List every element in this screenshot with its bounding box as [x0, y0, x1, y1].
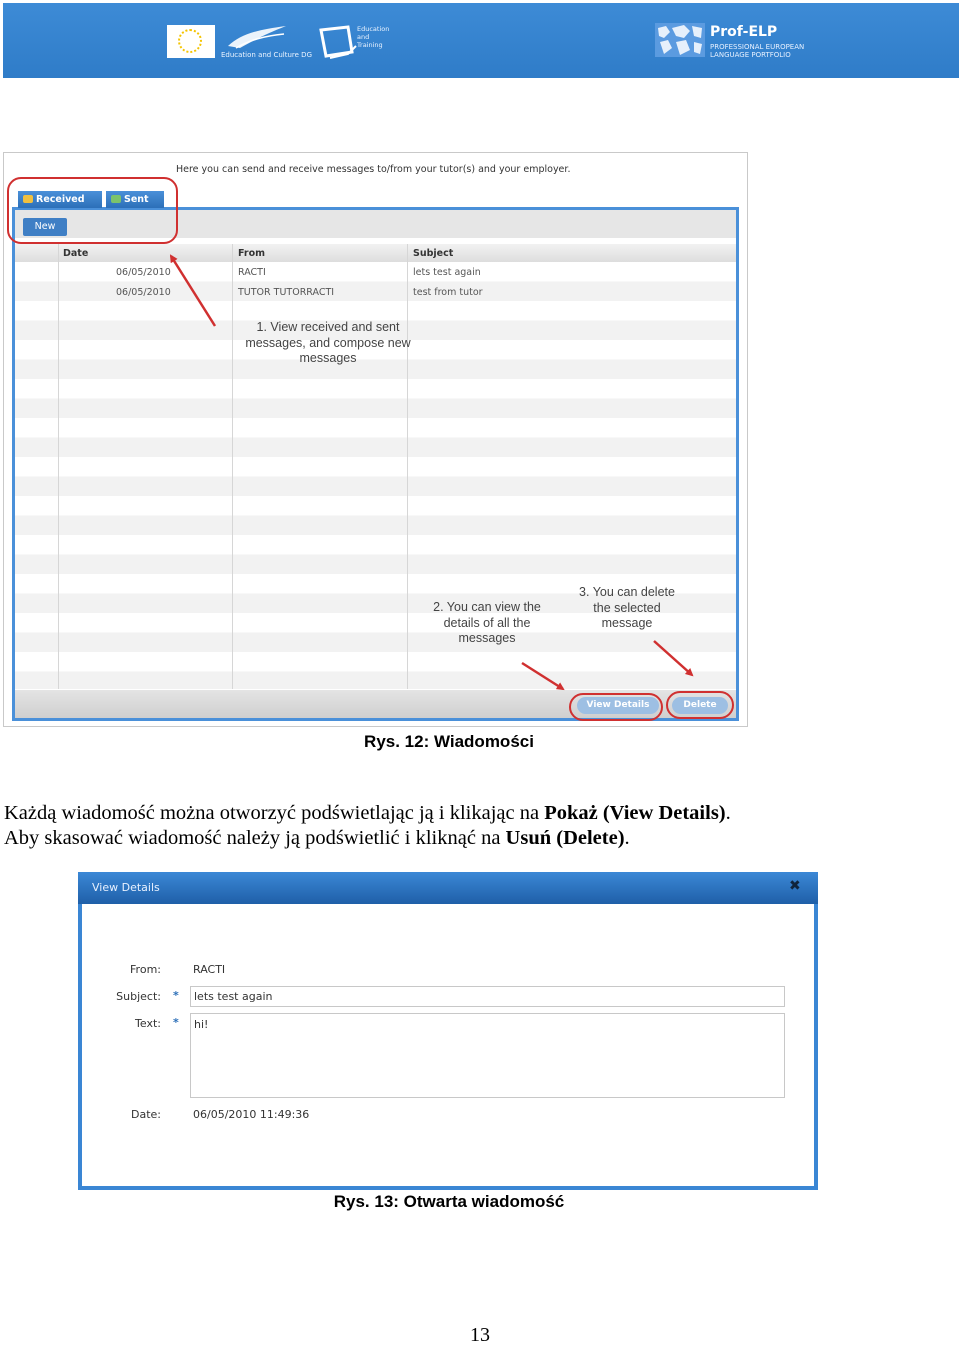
header-banner — [3, 3, 959, 78]
table-row[interactable] — [15, 283, 736, 302]
column-divider — [58, 244, 59, 689]
from-value: RACTI — [193, 963, 226, 976]
table-header — [15, 244, 736, 263]
row-from: RACTI — [238, 267, 266, 278]
callout-1: 1. View received and sent messages, and compose new messages — [245, 320, 411, 365]
row-date: 06/05/2010 — [116, 287, 171, 298]
required-icon: * — [173, 989, 179, 1002]
education-training-icon — [318, 24, 358, 62]
brand-subtitle: PROFESSIONAL EUROPEAN LANGUAGE PORTFOLIO — [710, 43, 805, 59]
callout-2: 2. You can view the details of all the messages — [433, 600, 541, 645]
column-divider — [232, 244, 233, 689]
page-number: 13 — [470, 1324, 490, 1346]
text-value: hi! — [194, 1018, 209, 1031]
view-details-button[interactable]: View Details — [577, 697, 659, 714]
caption-figure-13: Rys. 13: Otwarta wiadomość — [333, 1192, 565, 1211]
eu-flag-logo — [167, 25, 215, 58]
row-subject: test from tutor — [413, 287, 483, 298]
caption-figure-12: Rys. 12: Wiadomości — [364, 732, 534, 751]
column-date[interactable]: Date — [63, 248, 89, 259]
tab-sent[interactable]: Sent — [106, 191, 164, 208]
paragraph-line-2: Aby skasować wiadomość należy ją podświetlić i kliknąć na Usuń (Delete). — [4, 827, 630, 849]
paragraph-line-1: Każdą wiadomość można otworzyć podświetlając ją i klikając na Pokaż (View Details). — [4, 802, 731, 824]
view-details-highlight-ring — [569, 693, 663, 721]
callout-3: 3. You can delete the selected message — [579, 585, 675, 630]
row-subject: lets test again — [413, 267, 481, 278]
tab-received[interactable]: Received — [18, 191, 102, 208]
column-divider — [407, 244, 408, 689]
new-message-button[interactable]: New — [23, 218, 67, 236]
dialog-titlebar — [78, 872, 818, 904]
education-training-label: Education and Training — [357, 25, 390, 49]
messages-intro: Here you can send and receive messages to/from your tutor(s) and your employer. — [176, 164, 571, 175]
row-date: 06/05/2010 — [116, 267, 171, 278]
column-subject[interactable]: Subject — [413, 248, 454, 259]
brand-title: Prof-ELP — [710, 24, 778, 40]
required-icon: * — [173, 1016, 179, 1029]
row-from: TUTOR TUTORRACTI — [238, 287, 335, 298]
subject-value: lets test again — [194, 990, 273, 1003]
table-row[interactable] — [15, 263, 736, 282]
text-label: Text: — [135, 1017, 161, 1030]
column-from[interactable]: From — [238, 248, 265, 259]
close-icon[interactable]: ✖ — [789, 878, 801, 894]
subject-label: Subject: — [116, 990, 161, 1003]
delete-button[interactable]: Delete — [672, 697, 728, 714]
prof-elp-globe-icon — [654, 22, 706, 58]
from-label: From: — [130, 963, 161, 976]
date-value: 06/05/2010 11:49:36 — [193, 1108, 310, 1121]
text-field[interactable] — [190, 1013, 785, 1098]
eac-wing-icon — [226, 24, 288, 50]
delete-highlight-ring — [666, 691, 734, 719]
date-label: Date: — [131, 1108, 161, 1121]
subject-field[interactable] — [190, 986, 785, 1007]
eac-label: Education and Culture DG — [221, 51, 312, 59]
dialog-title: View Details — [92, 881, 160, 894]
tabs-highlight-ring — [7, 177, 178, 244]
